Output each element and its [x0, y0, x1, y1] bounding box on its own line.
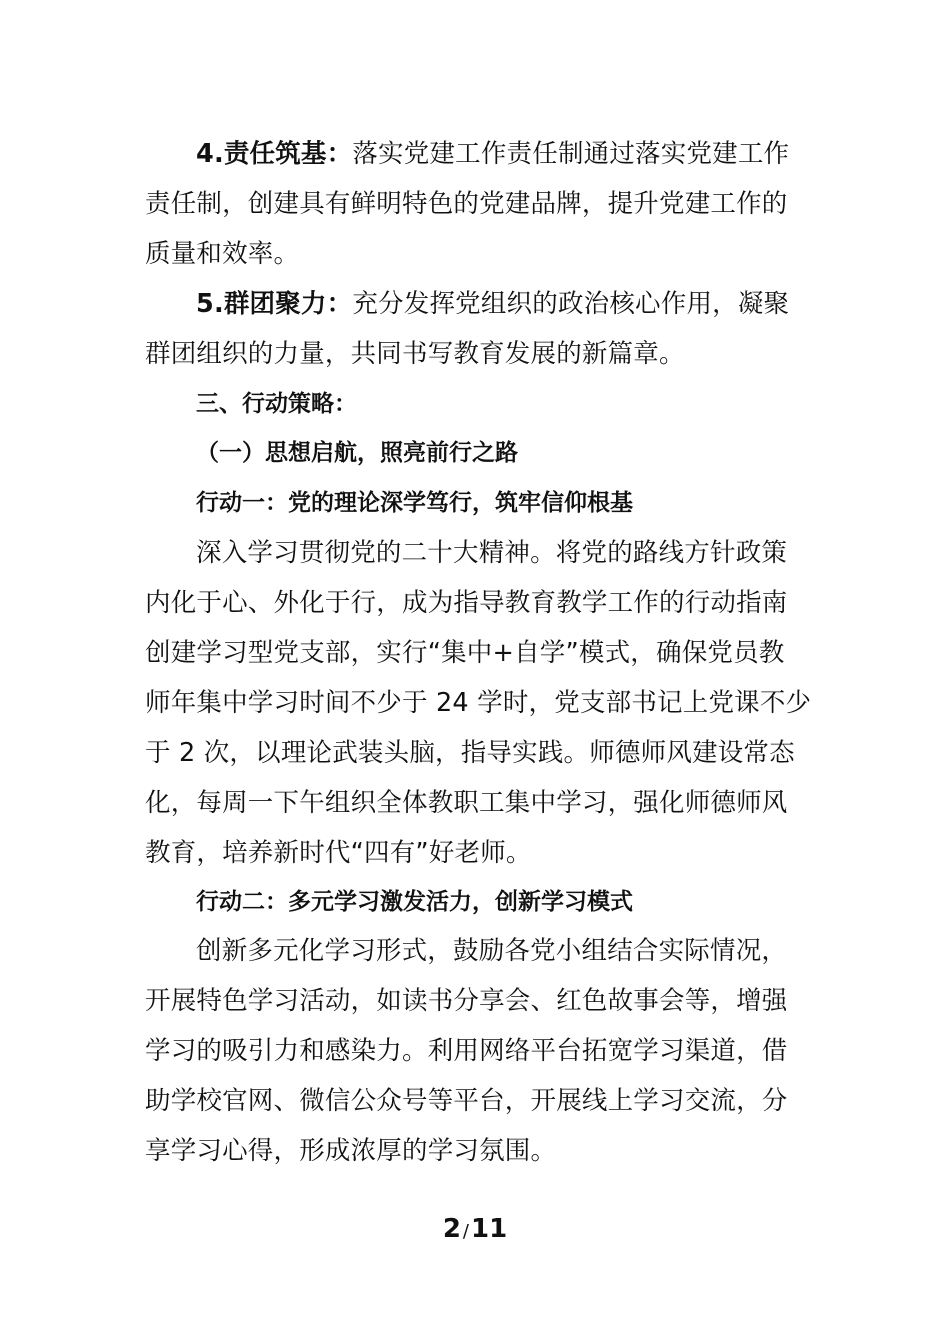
- action-2-line-5: 享学习心得，形成浓厚的学习氛围。: [145, 1136, 557, 1166]
- action-2-line-2: 开展特色学习活动，如读书分享会、红色故事会等，增强: [145, 986, 788, 1016]
- paragraph-5-line-2: 群团组织的力量，共同书写教育发展的新篇章。: [145, 339, 685, 369]
- page-number: [0, 1212, 950, 1249]
- action-1-line-7: 教育，培养新时代“四有”好老师。: [145, 838, 532, 868]
- paragraph-4-line-2: 责任制，创建具有鲜明特色的党建品牌，提升党建工作的: [145, 189, 788, 219]
- page-total: 11: [470, 1214, 508, 1244]
- action-1-line-1: 深入学习贯彻党的二十大精神。将党的路线方针政策: [196, 538, 788, 568]
- paragraph-5-text-1: 充分发挥党组织的政治核心作用，凝聚: [352, 289, 790, 319]
- paragraph-4-label: 4.责任筑基: [196, 139, 327, 169]
- action-2-line-1: 创新多元化学习形式，鼓励各党小组结合实际情况，: [196, 936, 788, 966]
- paragraph-5-label: 5.群团聚力: [196, 289, 327, 319]
- action-2-line-4: 助学校官网、微信公众号等平台，开展线上学习交流，分: [145, 1086, 788, 1116]
- section-3-heading: 三、行动策略：: [196, 391, 357, 417]
- page-separator: /: [462, 1221, 469, 1242]
- action-1-line-5: 于 2 次，以理论武装头脑，指导实践。师德师风建设常态: [145, 738, 795, 768]
- page-current: 2: [442, 1214, 461, 1244]
- action-2-line-3: 学习的吸引力和感染力。利用网络平台拓宽学习渠道，借: [145, 1036, 788, 1066]
- paragraph-5-colon: ：: [326, 289, 353, 319]
- subsection-1-heading: （一）思想启航，照亮前行之路: [196, 440, 518, 466]
- paragraph-4-line-1: [196, 137, 866, 171]
- paragraph-4-line-3: 质量和效率。: [145, 239, 300, 269]
- action-1-line-4: 师年集中学习时间不少于 24 学时，党支部书记上党课不少: [145, 688, 812, 718]
- paragraph-4-text-1: 落实党建工作责任制通过落实党建工作: [352, 139, 790, 169]
- action-1-line-2: 内化于心、外化于行，成为指导教育教学工作的行动指南: [145, 588, 788, 618]
- paragraph-4-colon: ：: [326, 139, 353, 169]
- action-1-line-3: 创建学习型党支部，实行“集中+自学”模式，确保党员教: [145, 638, 785, 668]
- paragraph-5-line-1: [196, 287, 866, 321]
- action-1-line-6: 化，每周一下午组织全体教职工集中学习，强化师德师风: [145, 788, 788, 818]
- action-2-title: 行动二：多元学习激发活力，创新学习模式: [196, 889, 633, 915]
- action-1-title: 行动一：党的理论深学笃行，筑牢信仰根基: [196, 490, 633, 516]
